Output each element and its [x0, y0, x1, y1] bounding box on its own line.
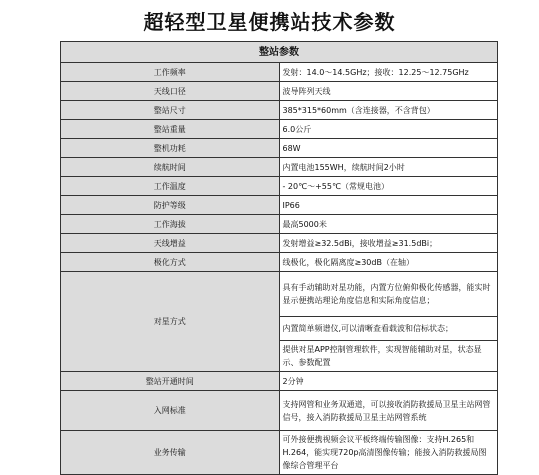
table-row [61, 177, 498, 196]
row-value: 提供对星APP控制管理软件，实现智能辅助对星，状态显示、参数配置 [279, 341, 498, 372]
table-row [61, 63, 498, 82]
row-label: 整机功耗 [61, 139, 280, 158]
row-label: 业务传输 [61, 431, 280, 475]
row-value: 385*315*60mm（含连接器，不含背包） [279, 101, 498, 120]
row-label: 极化方式 [61, 253, 280, 272]
row-value: 波导阵列天线 [279, 82, 498, 101]
row-value: 发射：14.0～14.5GHz；接收：12.25～12.75GHz [279, 63, 498, 82]
row-label: 工作海拔 [61, 215, 280, 234]
row-value: 线极化，极化隔离度≥30dB（在轴） [279, 253, 498, 272]
table-row [61, 82, 498, 101]
table-row [61, 215, 498, 234]
row-label: 入网标准 [61, 391, 280, 431]
table-row [61, 253, 498, 272]
table-row [61, 158, 498, 177]
row-value: 支持网管和业务双通道，可以接收消防救援局卫星主站网管信号，接入消防救援局卫星主站网管系统 [279, 391, 498, 431]
row-value: 最高5000米 [279, 215, 498, 234]
spec-table [60, 41, 498, 475]
table-row [61, 196, 498, 215]
row-label: 整站尺寸 [61, 101, 280, 120]
row-label: 天线增益 [61, 234, 280, 253]
row-label: 整站开通时间 [61, 372, 280, 391]
row-value: - 20℃～+55℃（常规电池） [279, 177, 498, 196]
row-value: 可外接便携视频会议平板终端传输图像：支持H.265和H.264，能实现720p高清图像传输；能接入消防救援局图像综合管理平台 [279, 431, 498, 475]
table-row [61, 120, 498, 139]
row-value: 发射增益≥32.5dBi，接收增益≥31.5dBi； [279, 234, 498, 253]
row-value: 内置电池155WH，续航时间2小时 [279, 158, 498, 177]
page-title: 超轻型卫星便携站技术参数 [143, 10, 396, 34]
row-value: 68W [279, 139, 498, 158]
table-row [61, 101, 498, 120]
table-row [61, 139, 498, 158]
row-label: 对星方式 [61, 272, 280, 372]
table-row [61, 272, 498, 317]
row-label: 防护等级 [61, 196, 280, 215]
table-row [61, 391, 498, 431]
row-value: IP66 [279, 196, 498, 215]
table-header-row [61, 42, 498, 63]
row-value: 6.0公斤 [279, 120, 498, 139]
row-label: 工作温度 [61, 177, 280, 196]
row-value: 具有手动辅助对星功能，内置方位俯仰极化传感器，能实时显示便携站理论角度信息和实际角度信息； [279, 272, 498, 317]
row-value: 2分钟 [279, 372, 498, 391]
row-value: 内置简单频谱仪,可以清晰查看载波和信标状态； [279, 317, 498, 341]
table-row [61, 372, 498, 391]
table-header: 整站参数 [61, 42, 498, 63]
row-label: 天线口径 [61, 82, 280, 101]
row-label: 工作频率 [61, 63, 280, 82]
row-label: 整站重量 [61, 120, 280, 139]
row-label: 续航时间 [61, 158, 280, 177]
table-row [61, 234, 498, 253]
